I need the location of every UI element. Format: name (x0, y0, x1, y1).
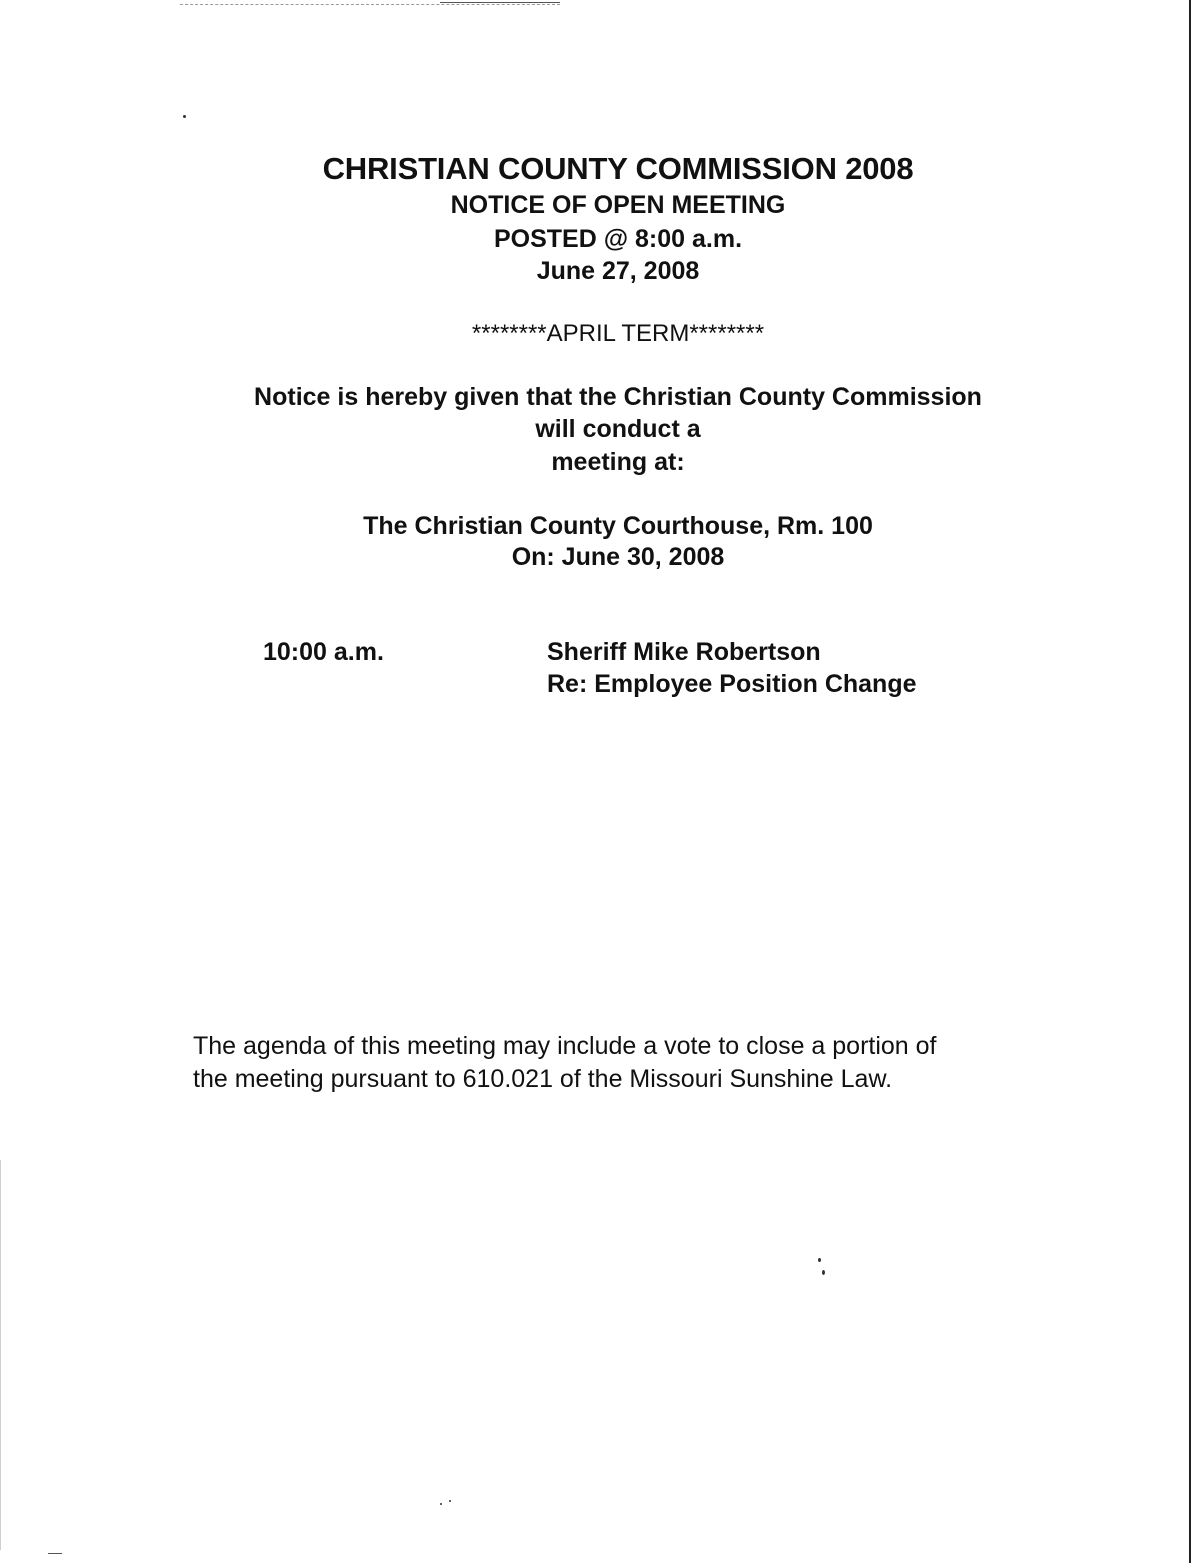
scan-top-solid-line (440, 2, 560, 3)
scan-top-dashed-line (180, 4, 560, 6)
document-title: CHRISTIAN COUNTY COMMISSION 2008 (322, 151, 914, 186)
term-banner: ********APRIL TERM******** (471, 320, 765, 347)
scan-bottom-mark (48, 1553, 62, 1554)
posted-date: June 27, 2008 (536, 257, 700, 285)
scan-speck (183, 115, 186, 118)
scan-speck (440, 1503, 442, 1505)
closing-line-1: The agenda of this meeting may include a vote to close a portion of (193, 1032, 937, 1060)
closing-line-2: the meeting pursuant to 610.021 of the Missouri Sunshine Law. (193, 1065, 893, 1093)
scan-speck (818, 1258, 821, 1262)
scan-speck (449, 1500, 451, 1502)
meeting-location: The Christian County Courthouse, Rm. 100 (363, 512, 873, 540)
agenda-time: 10:00 a.m. (263, 638, 384, 666)
scan-left-edge (0, 1160, 1, 1550)
notice-line-1: Notice is hereby given that the Christian County Commission (254, 383, 982, 411)
posted-time: POSTED @ 8:00 a.m. (493, 225, 743, 253)
meeting-date: On: June 30, 2008 (511, 543, 725, 571)
notice-line-2: will conduct a (535, 415, 701, 443)
scan-speck (822, 1270, 825, 1275)
agenda-topic: Re: Employee Position Change (547, 670, 917, 698)
notice-line-3: meeting at: (551, 448, 685, 476)
document-subtitle: NOTICE OF OPEN MEETING (450, 191, 786, 219)
agenda-speaker: Sheriff Mike Robertson (547, 638, 821, 666)
closing-statement (193, 1030, 1063, 1096)
